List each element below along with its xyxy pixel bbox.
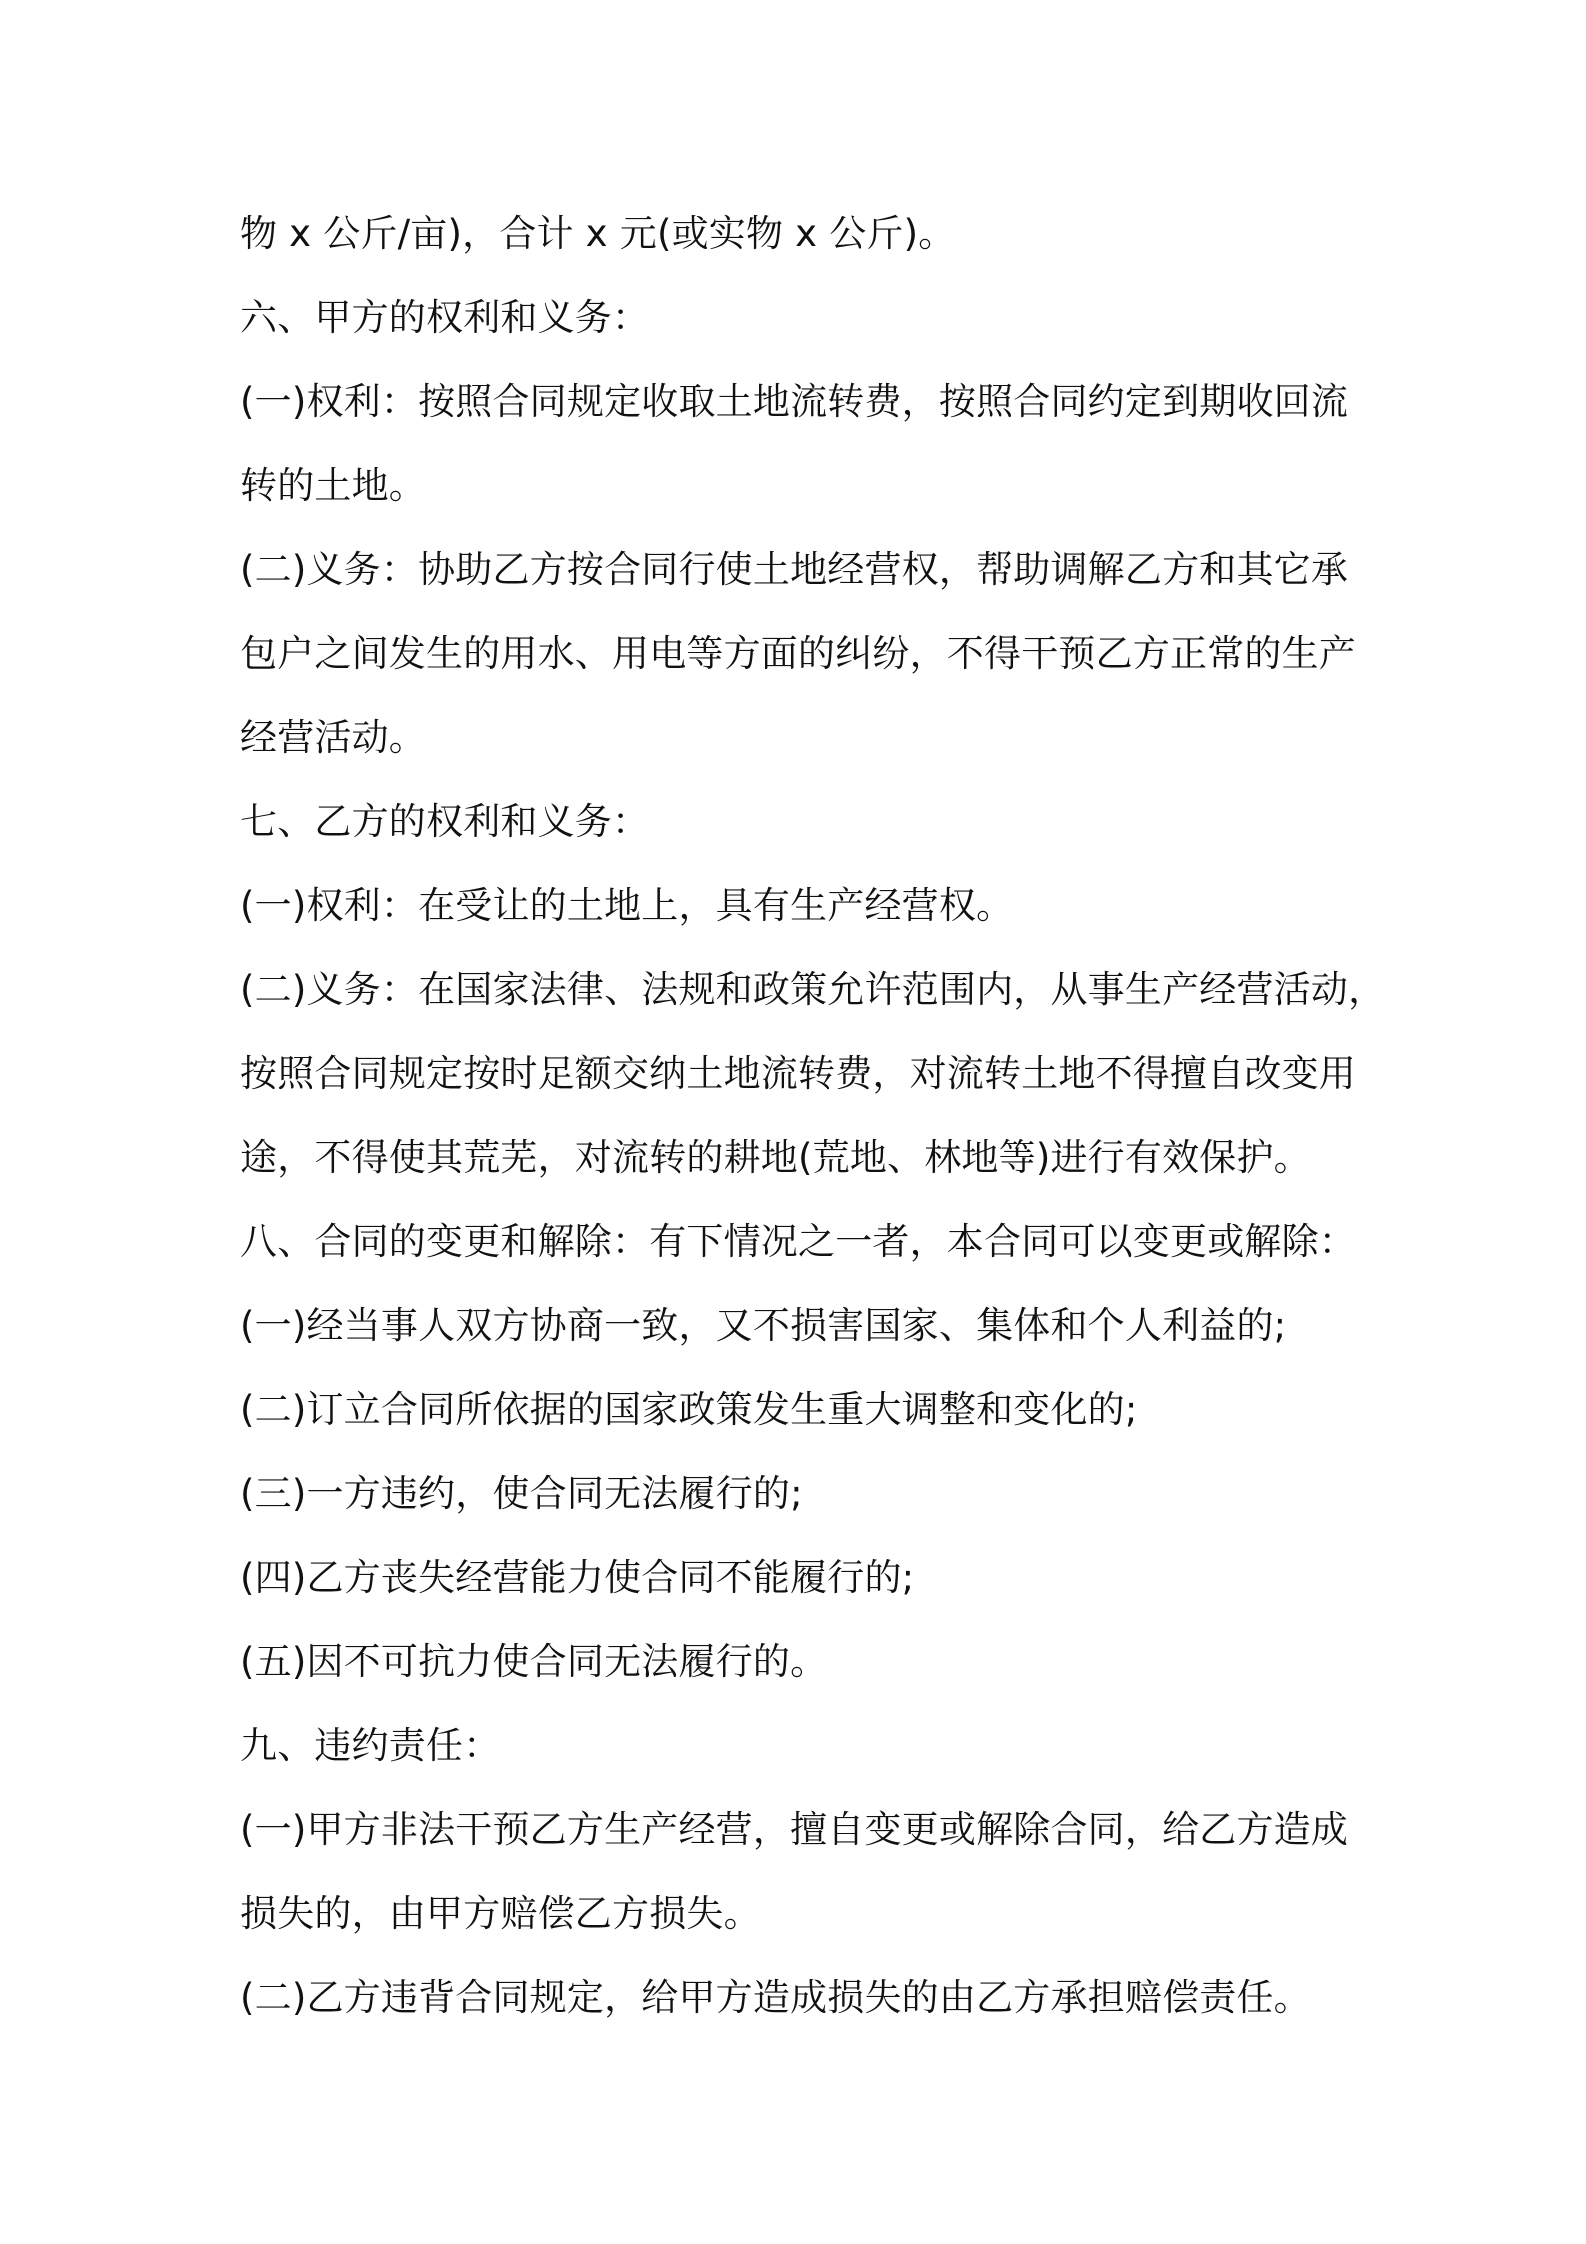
text-line: (二)乙方违背合同规定，给甲方造成损失的由乙方承担赔偿责任。	[240, 1976, 1311, 2019]
text-line: (四)乙方丧失经营能力使合同不能履行的;	[240, 1556, 915, 1599]
section-heading: 九、违约责任：	[240, 1724, 501, 1767]
text-line: (一)权利：在受让的土地上，具有生产经营权。	[240, 884, 1014, 927]
text-line: (一)权利：按照合同规定收取土地流转费，按照合同约定到期收回流	[240, 380, 1349, 423]
text-line: 物 x 公斤/亩)，合计 x 元(或实物 x 公斤)。	[240, 212, 956, 255]
text-line: (三)一方违约，使合同无法履行的;	[240, 1472, 803, 1515]
section-heading: 七、乙方的权利和义务：	[240, 800, 650, 843]
text-line: (二)义务：协助乙方按合同行使土地经营权，帮助调解乙方和其它承	[240, 548, 1349, 591]
section-heading: 六、甲方的权利和义务：	[240, 296, 650, 339]
text-line: (二)订立合同所依据的国家政策发生重大调整和变化的;	[240, 1388, 1138, 1431]
text-line: (一)甲方非法干预乙方生产经营，擅自变更或解除合同，给乙方造成	[240, 1808, 1349, 1851]
text-line: 转的土地。	[240, 464, 426, 507]
text-line: 按照合同规定按时足额交纳土地流转费，对流转土地不得擅自改变用	[240, 1052, 1356, 1095]
section-heading: 八、合同的变更和解除：有下情况之一者，本合同可以变更或解除：	[240, 1220, 1356, 1263]
text-line: 途，不得使其荒芜，对流转的耕地(荒地、林地等)进行有效保护。	[240, 1136, 1311, 1179]
text-line: 损失的，由甲方赔偿乙方损失。	[240, 1892, 761, 1935]
text-line: 经营活动。	[240, 716, 426, 759]
text-line: (一)经当事人双方协商一致，又不损害国家、集体和个人利益的;	[240, 1304, 1287, 1347]
text-line: 包户之间发生的用水、用电等方面的纠纷，不得干预乙方正常的生产	[240, 632, 1356, 675]
text-line: (二)义务：在国家法律、法规和政策允许范围内，从事生产经营活动，	[240, 968, 1386, 1011]
text-line: (五)因不可抗力使合同无法履行的。	[240, 1640, 828, 1683]
document-body	[240, 192, 1386, 2040]
